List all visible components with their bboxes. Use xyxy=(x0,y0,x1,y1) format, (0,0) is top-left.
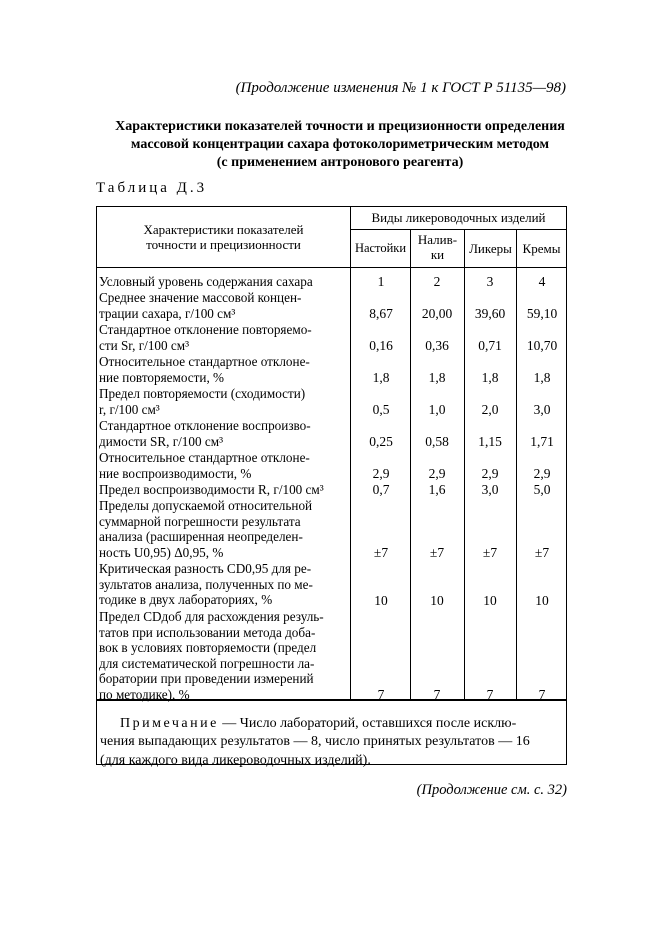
note-line-2: чения выпадающих результатов — 8, число принятых результатов — 16 xyxy=(100,734,530,750)
cell-value: 1,6 xyxy=(428,482,446,497)
column-header-kremy: Кремы xyxy=(522,241,561,256)
continuation-header: (Продолжение изменения № 1 к ГОСТ Р 51135—98) xyxy=(235,80,566,96)
cell-value: 0,36 xyxy=(425,338,449,353)
cell-value: 1,8 xyxy=(533,370,551,385)
col-divider-3 xyxy=(464,229,465,699)
cell-value: 0,25 xyxy=(369,434,393,449)
row-label: Критическая разность CD0,95 для ре- зультатов анализа, полученных по ме- тодике в двух лабораториях, % xyxy=(99,561,313,608)
note-label: Примечание xyxy=(120,716,219,731)
table-note xyxy=(100,715,564,770)
cell-value: 20,00 xyxy=(421,306,453,321)
header-bottom-line xyxy=(97,267,566,268)
cell-value: 1,0 xyxy=(428,402,446,417)
cell-value: 2,9 xyxy=(481,466,499,481)
cell-value: 0,71 xyxy=(478,338,502,353)
cell-value: 3 xyxy=(486,274,494,289)
cell-value: 10 xyxy=(430,593,444,608)
row-label: Пределы допускаемой относительной суммарной погрешности результата анализа (расширенная неопределен- ность U0,95) Δ0,95, % xyxy=(99,498,313,560)
document-heading xyxy=(90,118,590,172)
continuation-footer: (Продолжение см. с. 32) xyxy=(416,782,567,798)
cell-value: 8,67 xyxy=(369,306,393,321)
cell-value: 1 xyxy=(377,274,385,289)
cell-value: 7 xyxy=(377,687,385,702)
row-label: Среднее значение массовой концен- трации сахара, г/100 см³ xyxy=(99,290,302,321)
cell-value: 0,16 xyxy=(369,338,393,353)
cell-value: 0,58 xyxy=(425,434,449,449)
cell-value: ±7 xyxy=(429,545,445,560)
column-header-nastoyki: Настойки xyxy=(354,241,407,255)
cell-value: 3,0 xyxy=(533,402,551,417)
cell-value: ±7 xyxy=(534,545,550,560)
heading-line-2: массовой концентрации сахара фотоколориметрическим методом xyxy=(130,137,550,152)
row-label: Условный уровень содержания сахара xyxy=(99,274,313,289)
note-line-1: — Число лабораторий, оставшихся после исклю- xyxy=(218,716,517,731)
cell-value: 59,10 xyxy=(526,306,558,321)
cell-value: 4 xyxy=(538,274,546,289)
cell-value: 1,15 xyxy=(478,434,502,449)
header-group-divider xyxy=(350,229,566,230)
heading-line-1: Характеристики показателей точности и прецизионности определения xyxy=(115,119,565,134)
cell-value: ±7 xyxy=(482,545,498,560)
cell-value: 2 xyxy=(433,274,441,289)
cell-value: ±7 xyxy=(373,545,389,560)
data-table xyxy=(96,206,567,768)
cell-value: 1,8 xyxy=(428,370,446,385)
column-header-nalivki: Налив- ки xyxy=(417,232,458,262)
column-header-likery: Ликеры xyxy=(469,241,512,256)
note-line-3: (для каждого вида ликероводочных изделий). xyxy=(100,752,371,768)
cell-value: 1,71 xyxy=(530,434,554,449)
cell-value: 10 xyxy=(535,593,549,608)
row-label: Предел повторяемости (сходимости) r, г/100 см³ xyxy=(99,386,306,417)
cell-value: 10 xyxy=(374,593,388,608)
cell-value: 39,60 xyxy=(474,306,506,321)
cell-value: 2,9 xyxy=(533,466,551,481)
cell-value: 7 xyxy=(433,687,441,702)
cell-value: 0,5 xyxy=(372,402,390,417)
table-label: Таблица Д.3 xyxy=(96,180,208,196)
col-divider-2 xyxy=(410,229,411,699)
cell-value: 3,0 xyxy=(481,482,499,497)
cell-value: 5,0 xyxy=(533,482,551,497)
row-label: Предел воспроизводимости R, г/100 см³ xyxy=(99,482,324,497)
row-label: Относительное стандартное отклоне- ние воспроизводимости, % xyxy=(99,450,310,481)
col-divider-4 xyxy=(516,229,517,699)
row-label: Стандартное отклонение повторяемо- сти Sr, г/100 см³ xyxy=(99,322,312,353)
row-label: Относительное стандартное отклоне- ние повторяемости, % xyxy=(99,354,310,385)
row-label: Стандартное отклонение воспроизво- димости SR, г/100 см³ xyxy=(99,418,311,449)
cell-value: 2,9 xyxy=(372,466,390,481)
header-product-types: Виды ликероводочных изделий xyxy=(371,210,546,225)
cell-value: 7 xyxy=(486,687,494,702)
cell-value: 7 xyxy=(538,687,546,702)
cell-value: 1,8 xyxy=(372,370,390,385)
cell-value: 10 xyxy=(483,593,497,608)
cell-value: 10,70 xyxy=(526,338,558,353)
cell-value: 1,8 xyxy=(481,370,499,385)
header-characteristics: Характеристики показателей точности и прецизионности xyxy=(143,222,304,252)
cell-value: 0,7 xyxy=(372,482,390,497)
cell-value: 2,0 xyxy=(481,402,499,417)
row-label: Предел CDдоб для расхождения резуль- татов при использовании метода доба- вок в условиях повторяемости (предел для систематической погрешности ла- боратории при проведении измерений по методике), % xyxy=(99,609,324,702)
heading-line-3: (с применением антронового реагента) xyxy=(216,155,464,170)
cell-value: 2,9 xyxy=(428,466,446,481)
